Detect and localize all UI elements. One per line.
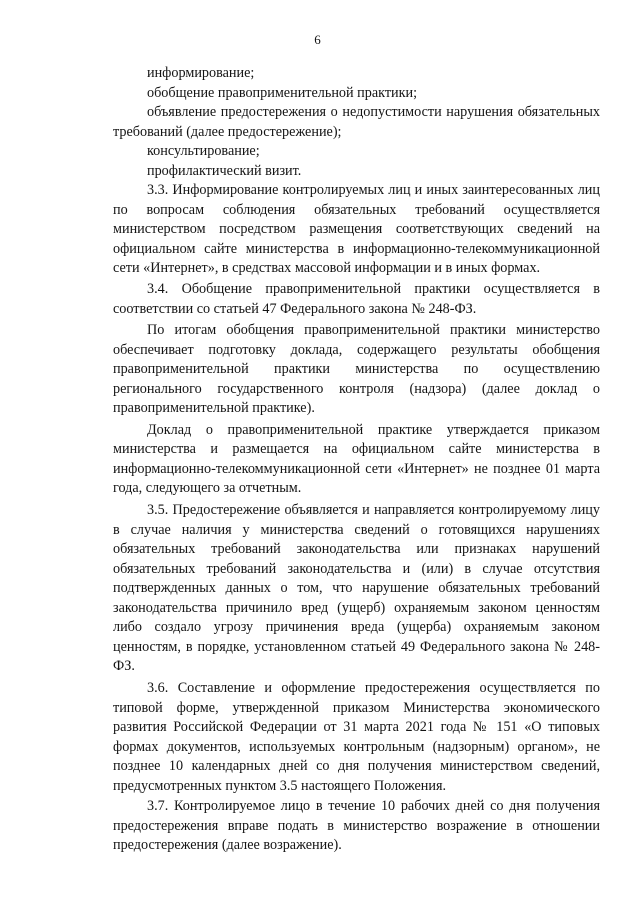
list-item-practice-summary: обобщение правоприменительной практики; xyxy=(147,84,418,101)
paragraph-3-3: 3.3. Информирование контролируемых лиц и иных заинтересованных лиц по вопросам соблюдения обязательных требований осуществляется министерством посредством размещения соответствующих сведений на официальном сайте министерства в информационно-телекоммуникационной сети «Интернет», в средствах массовой информации и в иных формах. xyxy=(113,182,600,277)
list-item-preventive-visit: профилактический визит. xyxy=(147,162,302,179)
paragraph-report-approval: Доклад о правоприменительной практике утверждается приказом министерства и размещается на официальном сайте министерства в информационно-телекоммуникационной сети «Интернет» не позднее 01 марта года, следующего за отчетным. xyxy=(113,421,600,497)
list-item-consulting: консультирование; xyxy=(147,143,260,160)
paragraph-report-preparation: По итогам обобщения правоприменительной практики министерство обеспечивает подготовку доклада, содержащего результаты обобщения правоприменительной практики министерства по осуществлению регионального государственного контроля (надзора) (далее доклад о правоприменительной практике). xyxy=(113,322,600,417)
list-item-informing: информирование; xyxy=(147,65,255,81)
paragraph-3-4: 3.4. Обобщение правоприменительной практики осуществляется в соответствии со статьей 47 Федерального закона № 248-ФЗ. xyxy=(113,281,600,317)
paragraph-3-5: 3.5. Предостережение объявляется и направляется контролируемому лицу в случае наличия у министерства сведений о готовящихся нарушениях обязательных требований законодательства или признаках нарушений обязательных требований законодательства и (или) в случае отсутствия подтвержденных данных о том, что нарушение обязательных требований законодательства причинило вред (ущерб) охраняемым законом ценностям либо создало угрозу причинения вреда (ущерба) охраняемым законом ценностям, в порядке, установленном статьей 49 Федерального закона № 248-ФЗ. xyxy=(113,502,600,675)
document-body xyxy=(113,64,600,856)
paragraph-3-6: 3.6. Составление и оформление предостережения осуществляется по типовой форме, утвержденной приказом Министерства экономического развития Российской Федерации от 31 марта 2021 года № 151 «О типовых формах документов, используемых контрольным (надзорным) органом», не позднее 10 календарных дней со дня получения министерством сведений, предусмотренных пунктом 3.5 настоящего Положения. xyxy=(113,679,600,794)
paragraph-3-7: 3.7. Контролируемое лицо в течение 10 рабочих дней со дня получения предостережения вправе подать в министерство возражение в отношении предостережения (далее возражение). xyxy=(113,798,600,854)
list-item-warning: объявление предостережения о недопустимости нарушения обязательных требований (далее предостережение); xyxy=(113,104,600,140)
page-number: 6 xyxy=(314,32,321,47)
